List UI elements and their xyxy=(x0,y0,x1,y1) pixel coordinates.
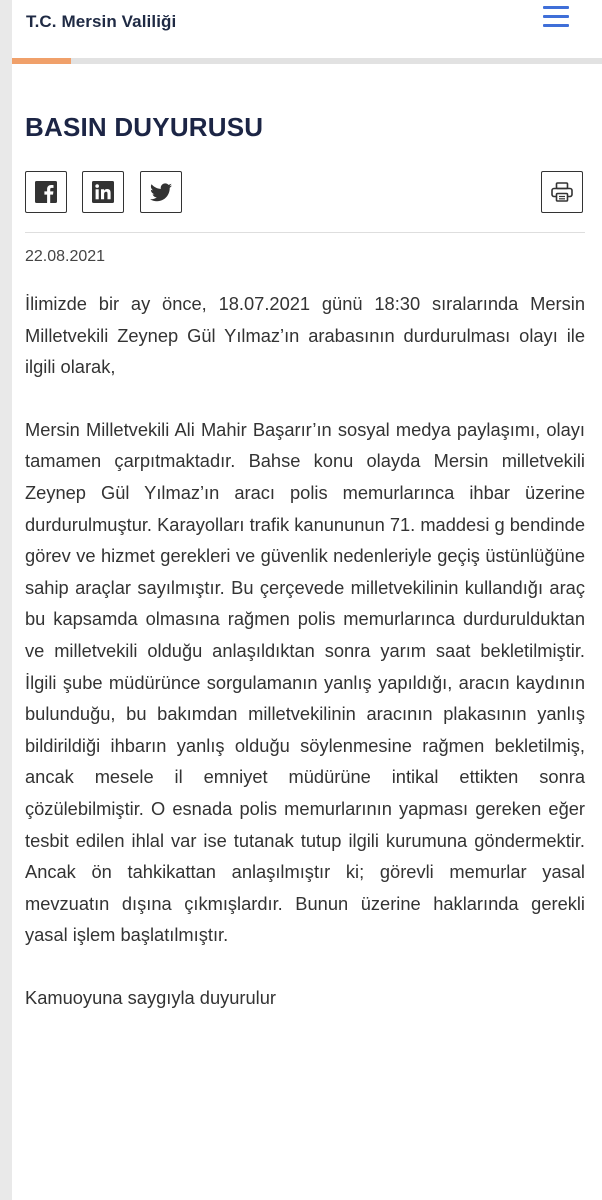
article-paragraph: Mersin Milletvekili Ali Mahir Başarır’ın sosyal medya paylaşımı, olayı tamamen çarpıtmaktadır. Bahse konu olayda Mersin milletvekili Zeynep Gül Yılmaz’ın aracı polis memurlarınca ihbar üzerine durdurulmuştur. Karayolları trafik kanununun 71. maddesi g bendinde görev ve hizmet gerekleri ve güvenlik nedenleriyle geçiş üstünlüğüne sahip araçlar sayılmıştır. Bu çerçevede milletvekilinin kullandığı araç bu kapsamda olmasına rağmen polis memurlarınca durdurulduktan ve milletvekili olduğu anlaşıldıktan sonra yarım saat bekletilmiştir. İlgili şube müdürünce sorgulamanın yanlış yapıldığı, aracın kaydının bulunduğu, bu bakımdan milletvekilinin aracının plakasının yanlış bildirildiği ihbarın yanlış olduğu söylenmesine rağmen bekletilmiş, ancak mesele il emniyet müdürüne intikal ettikten sonra çözülebilmiştir. O esnada polis memurlarının yapması gereken eğer tesbit edilen ihlal var ise tutanak tutup ilgili kurumuna göndermektir. Ancak ön tahkikattan anlaşılmıştır ki; görevli memurlar yasal mevzuatın dışına çıkmışlardır. Bunun üzerine haklarında gerekli yasal işlem başlatılmıştır. xyxy=(25,418,585,946)
article-body xyxy=(25,288,585,1044)
facebook-icon xyxy=(35,181,57,203)
printer-icon xyxy=(551,182,573,202)
site-header xyxy=(12,0,602,58)
page-title: BASIN DUYURUSU xyxy=(25,112,264,142)
header-divider xyxy=(25,232,585,233)
article-closing: Kamuoyuna saygıyla duyurulur xyxy=(25,986,277,1008)
left-edge-strip xyxy=(0,0,12,1200)
article-paragraph: İlimizde bir ay önce, 18.07.2021 günü 18:30 sıralarında Mersin Milletvekili Zeynep Gül Yılmaz’ın arabasının durdurulması olayı ile ilgili olarak, xyxy=(25,293,585,378)
publish-date: 22.08.2021 xyxy=(25,248,106,265)
reading-progress-fill xyxy=(12,58,71,64)
facebook-share-button[interactable] xyxy=(25,171,67,213)
linkedin-share-button[interactable] xyxy=(82,171,124,213)
site-title[interactable]: T.C. Mersin Valiliği xyxy=(26,12,177,31)
linkedin-icon xyxy=(92,181,114,203)
hamburger-menu-icon[interactable] xyxy=(543,6,569,28)
twitter-icon xyxy=(150,183,172,202)
print-button[interactable] xyxy=(541,171,583,213)
twitter-share-button[interactable] xyxy=(140,171,182,213)
reading-progress-bar xyxy=(12,58,602,64)
